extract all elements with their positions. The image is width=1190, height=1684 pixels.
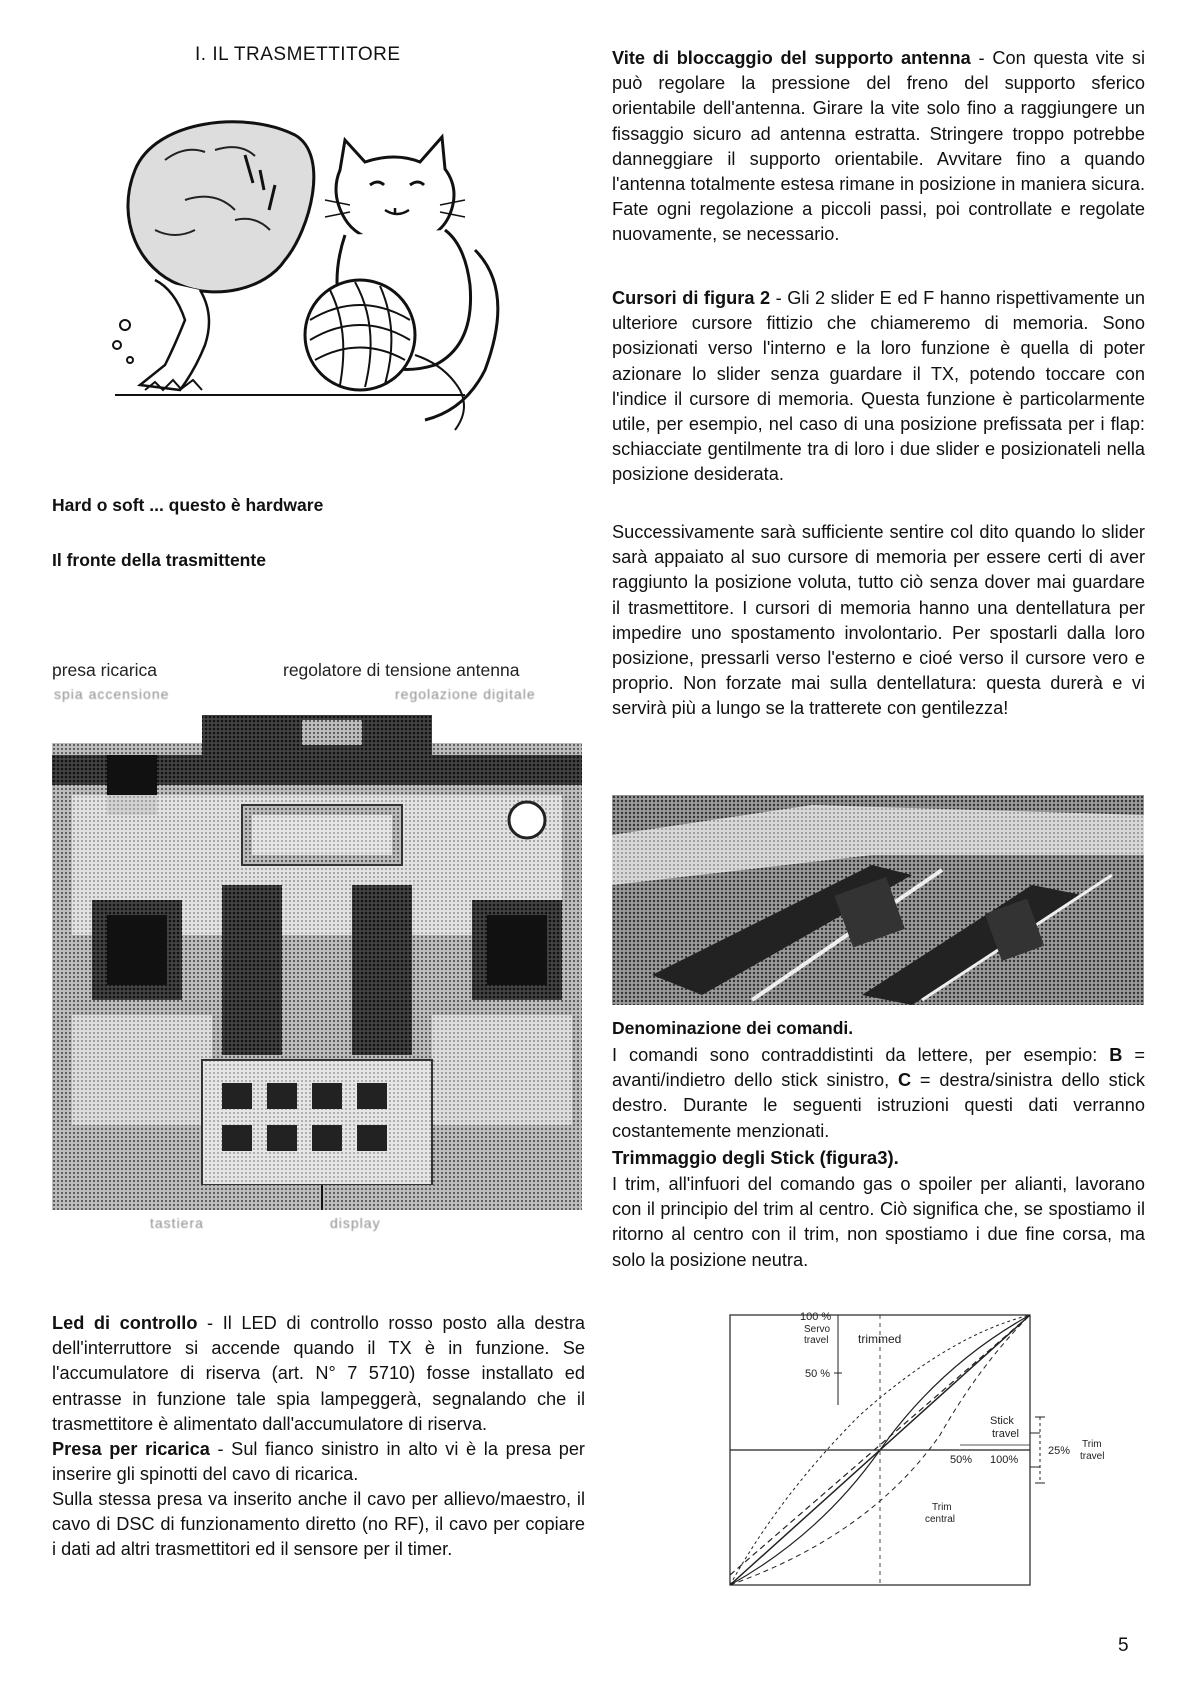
heading-hard-soft: Hard o soft ... questo è hardware [52, 495, 324, 515]
presa-paragraph [52, 1437, 585, 1487]
fig-25pct: 25% [1048, 1445, 1071, 1457]
presa-title: Presa per ricarica [52, 1439, 210, 1459]
heading-fronte: Il fronte della trasmittente [52, 550, 266, 570]
denominazione-paragraph [612, 1043, 1145, 1144]
denominazione-text-1: I comandi sono contraddistinti da lettere, per esempio: [612, 1045, 1110, 1065]
denominazione-c: C [897, 1070, 912, 1091]
cursori-text: - Gli 2 slider E ed F hanno rispettivamente un ulteriore cursore fittizio che chiameremo di memoria. Sono posizionati verso l'interno e la loro funzione è quella di poter azionare lo slider senza guardare il TX, potendo toccare con l'indice il cursore di memoria. Questa funzione è particolarmente utile, per esempio, nel caso di una posizione prefissata per i flap: schiacciate gentilmente tra di loro i due slider e posizionateli nella posizione desiderata. [612, 288, 1145, 485]
fig-trim-central-2: central [925, 1514, 956, 1525]
cartoon-illustration [95, 110, 535, 440]
fig-x50: 50% [950, 1454, 973, 1466]
vite-text: - Con questa vite si può regolare la pressione del freno del supporto sferico orientabile dell'antenna. Girare la vite solo fino a raggiungere un fissaggio sicuro ad antenna estratta. Stringere troppo potrebbe danneggiare il supporto orientabile. Avvitare fino a quando l'antenna totalmente estesa rimane in posizione in maniera sicura. Fate ogni regolazione a piccoli passi, poi controllate e regolate nuovamente, se necessario. [612, 48, 1145, 245]
trim-diagram [720, 1305, 1120, 1595]
fig-trim: Trim [1082, 1439, 1102, 1450]
label-spia-accensione: spia accensione [54, 686, 170, 702]
page-number: 5 [1118, 1635, 1129, 1656]
denominazione-text-3: = destra/sinistra dello stick destro. Durante le seguenti istruzioni questi dati verranno costantemente menzionati. [612, 1070, 1145, 1141]
denominazione-text-2: = avanti/indietro dello stick sinistro, [612, 1045, 1145, 1091]
fig-stick: Stick [990, 1415, 1014, 1427]
vite-paragraph [612, 46, 1145, 248]
transmitter-photo [52, 715, 582, 1210]
fig-stick-travel: travel [992, 1428, 1019, 1440]
presa-paragraph-2: Sulla stessa presa va inserito anche il cavo per allievo/maestro, il cavo di DSC di funzionamento diretto (no RF), il cavo per copiare i dati ad altri trasmettitori ed il sensore per il timer. [52, 1489, 585, 1560]
trimmaggio-paragraph: I trim, all'infuori del comando gas o spoiler per alianti, lavorano con il principio del trim al centro. Ciò significa che, se spostiamo il ritorno al centro con il trim, non spostiamo i due fine corsa, ma solo la posizione neutra. [612, 1174, 1145, 1270]
label-tastiera: tastiera [150, 1215, 204, 1231]
label-presa-ricarica: presa ricarica [52, 660, 158, 680]
cursori-paragraph [612, 286, 1145, 488]
denominazione-heading: Denominazione dei comandi. [612, 1018, 854, 1038]
led-text: - Il LED di controllo rosso posto alla destra dell'interruttore si accende quando il TX è in funzione. Se l'accumulatore di riserva (art. N° 7 5710) fosse installato ed entrasse in funzione tale spia lampeggerà, segnalando che il trasmettitore è alimentato dall'accumulatore di riserva. [52, 1313, 585, 1434]
vite-title: Vite di bloccaggio del supporto antenna [612, 48, 971, 68]
successivamente-paragraph: Successivamente sarà sufficiente sentire col dito quando lo slider sarà appaiato al suo cursore di memoria per essere certi di aver raggiunto la posizione voluta, tutto ciò senza dover mai guardare il trasmettitore. I cursori di memoria hanno una dentellatura per impedire uno spostamento involontario. Per spostarli dalla loro posizione, pressarli verso l'esterno e cioé verso il cursore vero e proprio. Non forzate mai sulla dentellatura: questa durerà e vi servirà più a lungo se la tratterete con gentilezza! [612, 522, 1145, 719]
led-paragraph [52, 1311, 585, 1437]
fig-trimmed: trimmed [858, 1332, 902, 1346]
fig-x100: 100% [990, 1454, 1019, 1466]
presa-text: - Sul fianco sinistro in alto vi è la presa per inserire gli spinotti del cavo di ricarica. [52, 1439, 585, 1485]
cursori-title: Cursori di figura 2 [612, 288, 771, 308]
fig-trim-central-1: Trim [932, 1502, 952, 1513]
denominazione-b: B [1109, 1045, 1123, 1065]
label-display: display [330, 1215, 381, 1231]
trimmaggio-heading: Trimmaggio degli Stick (figura3). [612, 1147, 899, 1168]
label-regolatore: regolatore di tensione antenna [283, 660, 520, 680]
section-title: I. IL TRASMETTITORE [195, 44, 401, 65]
fig-servo-travel: travel [804, 1335, 829, 1346]
fig-trim-travel: travel [1080, 1451, 1105, 1462]
label-regolazione-digitale: regolazione digitale [395, 686, 536, 702]
fig-servo: Servo [804, 1324, 831, 1335]
fig-100pct: 100 % [800, 1311, 832, 1323]
led-title: Led di controllo [52, 1313, 198, 1333]
fig-50pct: 50 % [805, 1368, 831, 1380]
slider-photo [612, 795, 1144, 1005]
